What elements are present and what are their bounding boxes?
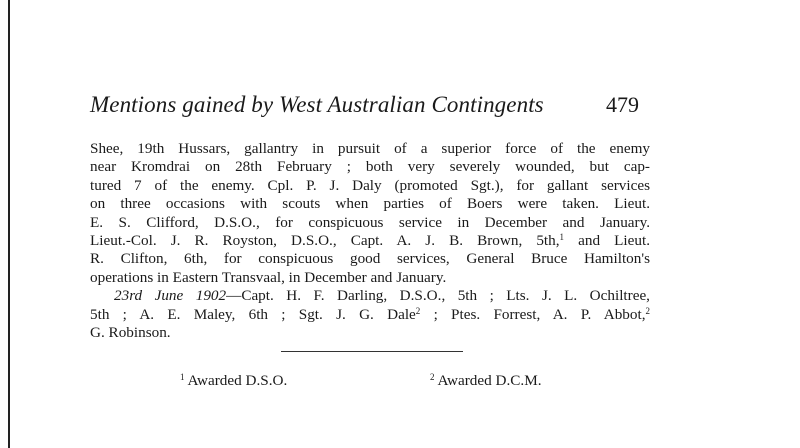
running-title: Mentions gained by West Australian Contingents (90, 92, 544, 117)
body-line-text: —Capt. H. F. Darling, D.S.O., 5th ; Lts. J. L. Ochiltree, (226, 287, 650, 305)
body-line: G. Robinson. (90, 323, 171, 341)
footnote-2 (430, 372, 542, 390)
footnote-ref-2: 2 (645, 305, 651, 316)
body-line-text: 5th ; A. E. Maley, 6th ; Sgt. J. G. Dale (90, 305, 416, 323)
footnote-text: Awarded D.C.M. (437, 372, 542, 389)
date-italic: 23rd June 1902 (114, 287, 227, 305)
body-line (90, 306, 650, 324)
footnote-ref-2: 2 (415, 305, 421, 316)
footnote-mark: 1 (180, 372, 185, 382)
body-line: E. S. Clifford, D.S.O., for conspicuous service in December and January. (90, 213, 650, 231)
page-edge-line (8, 0, 10, 448)
footnote-divider (281, 351, 463, 352)
footnote-text: Awarded D.S.O. (187, 372, 288, 389)
body-line: tured 7 of the enemy. Cpl. P. J. Daly (promoted Sgt.), for gallant services (90, 176, 650, 194)
body-text (90, 140, 650, 342)
page-number: 479 (606, 92, 639, 117)
footnote-1 (180, 372, 287, 390)
body-line: operations in Eastern Transvaal, in December and January. (90, 268, 447, 286)
page-header (90, 88, 650, 122)
footnote-ref-1: 1 (559, 231, 565, 242)
body-line: on three occasions with scouts when parties of Boers were taken. Lieut. (90, 195, 650, 213)
body-line-text: Lieut.-Col. J. R. Royston, D.S.O., Capt. A. J. B. Brown, 5th, (90, 231, 560, 249)
body-line: R. Clifton, 6th, for conspicuous good services, General Bruce Hamilton's (90, 250, 650, 268)
body-line (90, 287, 650, 305)
body-line (90, 232, 650, 250)
body-line: near Kromdrai on 28th February ; both very severely wounded, but cap- (90, 158, 650, 176)
body-line-text: and Lieut. (564, 231, 650, 249)
body-line: Shee, 19th Hussars, gallantry in pursuit of a superior force of the enemy (90, 140, 650, 157)
body-line-text: ; Ptes. Forrest, A. P. Abbot, (420, 305, 646, 323)
footnote-mark: 2 (430, 372, 435, 382)
